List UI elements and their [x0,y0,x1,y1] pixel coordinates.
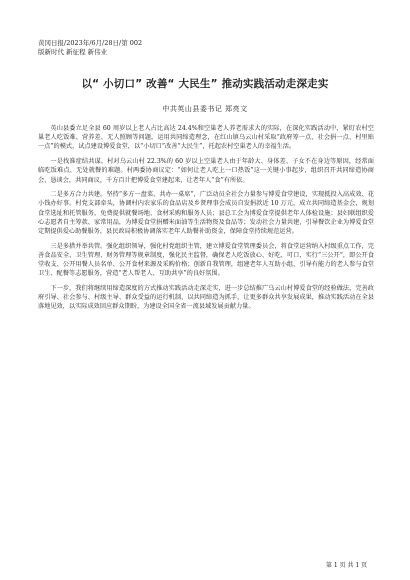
page-indicator: 第 1 页 共 1 页 [326,562,368,569]
doc-number: 黄冈日报/2023年/6月/28日/第 002 [38,39,143,47]
article-author: 中共英山县委书记 郑亮文 [162,105,248,113]
paragraph-intro: 英山县委立足全县 60 周岁以上老人占比高达 24.4%和空巢老人养老需求大的实际，在深化实践活动中，紧盯农村空巢老人吃饭难、营养差、无人照顾等问题，运用共同缔造理念，在红山镇乌云山村采取“政府筹一点、社会捐一点、村里贴一点”的模式，试点建设博爱食堂，以“小切口”改善“大民生”，托起农村空巢老人的幸福生活。 [38,125,374,151]
article-body [38,124,374,317]
paragraph-point-1: 一是找准症结共谋。村对乌云山村 22.3%的 60 岁以上空巢老人由于年龄大、身体差、子女不在身边等原因，经常面临吃饭难点、无处就餐的难题。村两委协商议定：“如何让老人吃上一口热饭”这一关键小事起步，组织召开共同缔造协商会、恳谈会，共同商议，千方百计把博爱食堂建起来，让老年人“食”有所依。 [38,158,374,184]
paragraph-point-2: 二是多方合力共建。坚持“多方一盘菜、共办一桌席”，广泛动员全社会力量参与博爱食堂建设，实现抵投入高成效、花小钱办好事。村党支部牵头，协调村内农家乐的食品店及乡贤理事会成员自发捐款近 10 万元，成立共同缔造基金会，规划食堂选址和托管服务，免费提供就餐场地、食材采购和服务人员；县总工会为博爱食堂提供老年人体检设施；县妇联组织爱心志愿者自主筹款、家常用品，为博爱食堂捐赠米面油等生活物资及食品等；发动社会力量共建，引导餐饮企业为博爱食堂定期提供爱心助餐服务，县民政局积极协调落实老年人助餐补助资金，保障食堂持续规范运营。 [38,191,374,236]
section-label: 版新时代 新征程 新伟业 [38,48,108,56]
paragraph-point-3: 三是多措并举共管。强化组织领导，强化村党组织主管，建立博爱食堂管理委员会，将食堂运营纳入村级重点工作，完善食品安全、卫生管理、财务管理等规章制度，强化民主监督，确保老人吃饭放心、好吃、可口，实行“三公开”，即公开食堂收支、公开用餐人员名单、公开食材来源及采购价格；创新自我管理，组建老年人互助小组，引导有能力的老人参与食堂卫生、配餐等志愿服务，营造“老人帮老人、互助共享”的良好氛围。 [38,242,374,278]
article-title: 以“ 小切口” 改善“ 大民生” 推动实践活动走深走实 [81,78,329,90]
paragraph-conclusion: 下一步，我们将继续用缔造深度的方式推动实践活动走深走实，进一步总结推广乌云山村博爱食堂的经验做法，完善政府引导、社会参与、村级主导、群众受益的运行机制，以共同缔造为抓手，让更多群众共享发展成果，推动实践活动在全县落地见效，以实际成效回应群众期盼，为建设全国全省一流县域发展贡献力量。 [38,285,374,311]
